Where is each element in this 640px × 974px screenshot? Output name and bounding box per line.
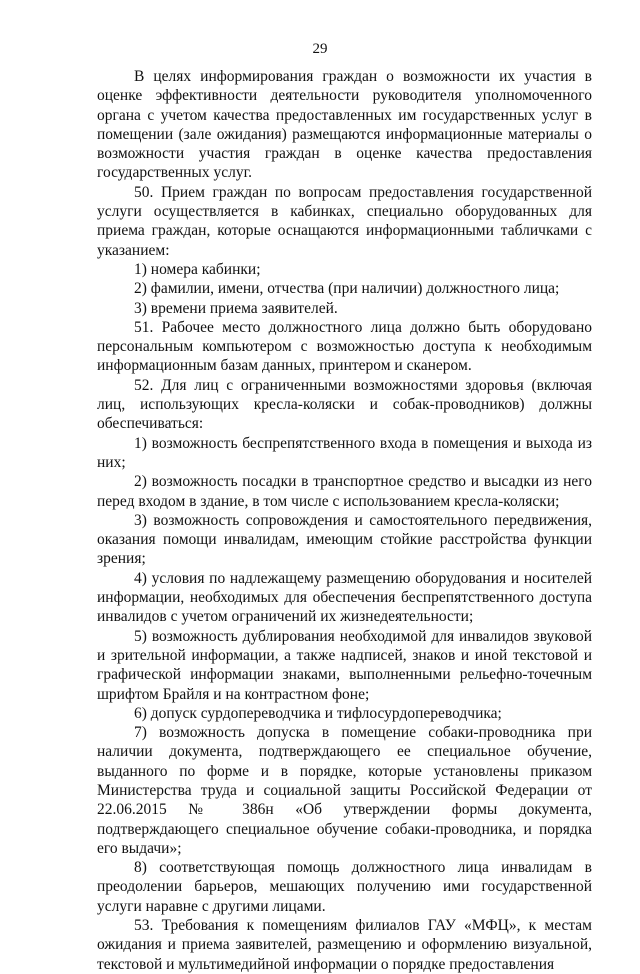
list-item-52-4: 4) условия по надлежащему размещению оборудования и носителей информации, необходимых для обеспечения беспрепятственного доступа инвалидов с учетом ограничений их жизнедеятельности; — [97, 569, 592, 626]
list-item-52-5: 5) возможность дублирования необходимой для инвалидов звуковой и зрительной информации, а также надписей, знаков и иной текстовой и графической информации знаками, выполненными рельефно-точечным шрифтом Брайля и на контрастном фоне; — [97, 627, 592, 703]
paragraph-53: 53. Требования к помещениям филиалов ГАУ «МФЦ», к местам ожидания и приема заявителей, размещению и оформлению визуальной, текстовой и мультимедийной информации о порядке предоставления — [97, 917, 592, 973]
list-item-50-2: 2) фамилии, имени, отчества (при наличии) должностного лица; — [134, 280, 560, 298]
list-item-52-8: 8) соответствующая помощь должностного лица инвалидам в преодолении барьеров, мешающих получению ими государственной услуги наравне с другими лицами. — [97, 859, 592, 915]
list-item-52-1: 1) возможность беспрепятственного входа в помещения и выхода из них; — [97, 434, 592, 471]
list-item-52-7: 7) возможность допуска в помещение собаки-проводника при наличии документа, подтверждающего ее специальное обучение, выданного по форме и в порядке, которые установлены приказом Министерства труда и социальной защиты Российской Федерации от 22.06.2015 № 386н «Об утверждении формы документа, подтверждающего специальное обучение собаки-проводника, и порядка его выдачи»; — [97, 724, 592, 857]
list-item-52-3: 3) возможность сопровождения и самостоятельного передвижения, оказания помощи инвалидам, имеющим стойкие расстройства функции зрения; — [97, 511, 592, 568]
paragraph-51: 51. Рабочее место должностного лица должно быть оборудовано персональным компьютером с возможностью доступа к необходимым информационным базам данных, принтером и сканером. — [97, 318, 592, 375]
paragraph-52: 52. Для лиц с ограниченными возможностями здоровья (включая лиц, использующих кресла-коляски и собак-проводников) должны обеспечиваться: — [97, 376, 592, 433]
list-item-52-2: 2) возможность посадки в транспортное средство и высадки из него перед входом в здание, в том числе с использованием кресла-коляски; — [97, 473, 592, 510]
list-item-50-3: 3) времени приема заявителей. — [134, 299, 338, 317]
paragraph-participation-info: В целях информирования граждан о возможности их участия в оценке эффективности деятельности руководителя уполномоченного органа с учетом качества предоставленных им государственных услуг в помещении (зале ожидания) размещаются информационные материалы о возможности участия граждан в оценке качества предоставления государственных услуг. — [97, 68, 592, 182]
page-number: 29 — [312, 41, 328, 57]
page-body — [97, 67, 592, 974]
paragraph-50: 50. Прием граждан по вопросам предоставления государственной услуги осуществляется в кабинках, специально оборудованных для приема граждан, которые оснащаются информационными табличками с указанием: — [97, 183, 592, 259]
list-item-50-1: 1) номера кабинки; — [134, 260, 261, 278]
list-item-52-6: 6) допуск сурдопереводчика и тифлосурдопереводчика; — [134, 704, 502, 722]
